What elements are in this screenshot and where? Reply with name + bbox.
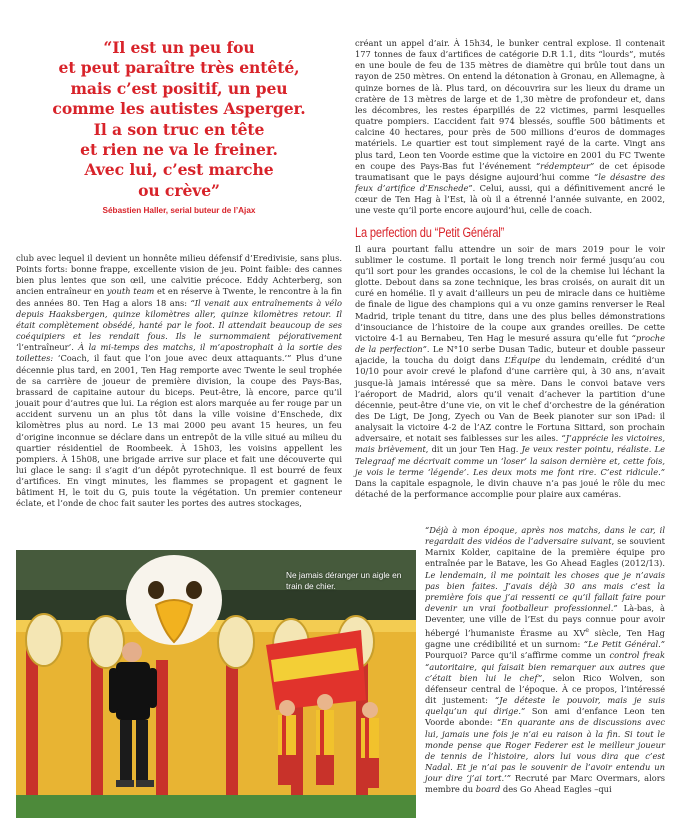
paragraph: Il aura pourtant fallu attendre un soir de mars 2019 pour le voir sublimer le costume. Il portait le long trench noir fermé jusqu’au cou qu’il sort pour les grandes occasions, le col de la chemise lui léchant la glotte. Debout dans sa zone technique, les bras croisés, on aurait dit un curé en homélie. Il y avait d’ailleurs un peu de miracle dans ce huitième de finale de ligue des champions qui a vu onze gamins renverser le Real Madrid, triple tenant du titre, dans une des plus belles démonstrations d’insouciance de l’histoire de la coupe aux grandes oreilles. De cette victoire 4-1 au Bernabeu, Ten Hag le mesuré assura qu’elle fut “proche de la perfection”. Le N°10 serbe Dusan Tadic, buteur et double passeur ajacide, la toucha du doigt dans L’Équipe du lendemain, crédité d’un 10/10 pour avoir crevé le plafond d’une carrière qui, à 30 ans, n’avait jusque-là jamais intéressé que sa mère. Dans le convoi batave vers l’aéroport de Madrid, alors qu’il venait d’achever la partition d’une décennie, peut-être d’une vie, on vit le chef d’orchestre de la génération des De Ligt, De Jong, Zyech ou Van de Beek pianoter sur son iPad: il analysait la victoire 4-2 de l’AZ contre le Fortuna Sittard, son prochain adversaire, et notait ses faiblesses sur les ailes. “J’apprécie les victoires, mais brièvement, dit un jour Ten Hag. Je veux rester pointu, réaliste. Le Telegraaf me décrivait comme un ‘loser’ la saison dernière et, cette fois, je vois le terme ‘légende’. Les deux mots me font rire. C’est ridicule.” Dans la capitale espagnole, le divin chauve n’a pas joué le rôle du mec détaché de la performance accomplie pour plaire aux caméras.	[355, 243, 666, 500]
quote-line: et peut paraître très entêté,	[58, 58, 300, 78]
quote-line: ou crève”	[138, 180, 220, 200]
quote-line: comme les autistes Asperger.	[52, 99, 306, 119]
quote-line: Avec lui, c’est marche	[84, 160, 274, 180]
pull-quote	[20, 38, 338, 201]
quote-attribution: Sébastien Haller, serial buteur de l’Ajax	[102, 206, 256, 216]
paragraph: créant un appel d’air. À 15h34, le bunker central explose. Il contenait 177 tonnes de faux d’artifices de catégorie D.R 1.1, dits “lourds”, mutés en une boule de feu de 135 mètres de diamètre qui brûle tout dans un rayon de 250 mètres. On entend la détonation à Gronau, en Allemagne, à quinze bornes de là. Plus tard, on découvrira sur les lieux du drame un cratère de 13 mètres de large et de 1,30 mètre de profondeur et, dans les décombres, les restes éparpillés de 22 victimes, parmi lesquelles quatre pompiers. L’accident fait 974 blessés, souffle 500 bâtiments et calcine 40 hectares, pour près de 500 millions d’euros de dommages matériels. Le quartier est tout simplement rayé de la carte. Vingt ans plus tard, Leon ten Voorde estime que la victoire en 2001 du FC Twente en coupe des Pays-Bas fut l’événement “rédempteur” de cet épisode traumatisant que le pays désigne aujourd’hui comme “le désastre des feux d’artifice d’Enschede”. Celui, aussi, qui a définitivement ancré le cœur de Ten Hag à l’Est, là où il a étrenné l’année suivante, en 2002, une veste qu’il porte encore aujourd’hui, celle de coach.	[355, 38, 665, 216]
quote-line: “Il est un peu fou	[103, 38, 255, 57]
section-heading: La perfection du “Petit Général”	[355, 224, 505, 240]
left-column-text	[16, 253, 342, 510]
paragraph: club avec lequel il devient un honnête milieu défensif d’Eredivisie, sans plus. Points forts: bonne frappe, excellente vision de jeu. Point faible: des cannes bien plus lentes que son œil, une calvitie précoce. Eddy Achterberg, son ancien entraîneur en youth team et en réserve à Twente, le rencontre à la fin des années 80. Ten Hag a alors 18 ans: “Il venait aux entraînements à vélo depuis Haaksbergen, quinze kilomètres aller, quinze kilomètres retour. Il était complètement obsédé, hanté par le foot. Il attendait beaucoup de ses coéquipiers et les rendait fous. Ils le surnommaient péjorativement ‘l’entraîneur’. À la mi-temps des matchs, il m’apostrophait à la sortie des toilettes: ‘Coach, il faut que l’on joue avec deux attaquants.’” Plus d’une décennie plus tard, en 2001, Ten Hag remporte avec Twente le seul trophée de sa carrière de joueur de première division, la coupe des Pays-Bas, brassard de capitaine autour du biceps. Peut-être, là encore, parce qu’il jouait pour d’autres que lui. La région est alors marquée au fer rouge par un accident survenu un an plus tôt dans la ville voisine d’Enschede, dix kilomètres plus au nord. Le 13 mai 2000 peu avant 15 heures, un feu d’origine inconnue se déclare dans un entrepôt de la ville situé au milieu du quartier résidentiel de Roombeek. À 15h03, les voisins appellent les pompiers. À 15h08, une brigade arrive sur place et fait une découverte qui lui glace le sang: il s’agit d’un dépôt pyrotechnique. Il est bourré de feux d’artifices. En vingt minutes, les flammes se propagent et gagnent le bâtiment H, le toit du G, puis toute la végétation. Un premier conteneur éclate, et l’onde de choc fait sauter les portes des autres stockages,	[16, 253, 343, 509]
right-column-text-wrap	[425, 525, 665, 796]
photo-caption: Ne jamais déranger un aigle en train de chier.	[286, 570, 402, 591]
quote-line: et rien ne va le freiner.	[80, 140, 278, 160]
stadium-photo	[16, 550, 416, 818]
pull-quote-block	[16, 30, 342, 215]
right-column-text	[355, 38, 665, 500]
quote-line: mais c’est positif, un peu	[70, 78, 288, 98]
paragraph: “Déjà à mon époque, après nos matchs, dans le car, il regardait des vidéos de l’adversaire suivant, se souvient Marnix Kolder, capitaine de la première équipe pro entraînée par le Batave, les Go Ahead Eagles (2012/13). Le lendemain, il me pointait les choses que je n’avais pas bien faites. J’avais déjà 30 ans mais c’est la première fois que j’ai ressenti ce qu’il fallait faire pour devenir un vrai footballeur professionnel.” Là-bas, à Deventer, une ville de l’Est du pays connue pour avoir hébergé l’humaniste Érasme au XVe siècle, Ten Hag gagne une crédibilité et un surnom: “Le Petit Général.” Pourquoi? Parce qu’il s’affirme comme un control freak “autoritaire, qui faisait bien remarquer aux autres que c’était bien lui le chef”, selon Rico Wolven, son défenseur central de l’époque. À ce propos, l’intéressé dit justement: “Je déteste le pouvoir, mais je suis quelqu’un qui dirige.” Son ami d’enfance Leon ten Voorde abonde: “En quarante ans de discussions avec lui, jamais une fois je n’ai eu raison à la fin. Si tout le monde pense que Roger Federer est le meilleur joueur de tennis de l’histoire, alors lui vous dira que c’est Nadal. Et je n’ai pas le souvenir de l’avoir entendu un jour dire ‘j’ai tort.’” Recruté par Marc Overmars, alors membre du board des Go Ahead Eagles –qui	[425, 525, 666, 795]
quote-line: Il a son truc en tête	[93, 119, 265, 139]
